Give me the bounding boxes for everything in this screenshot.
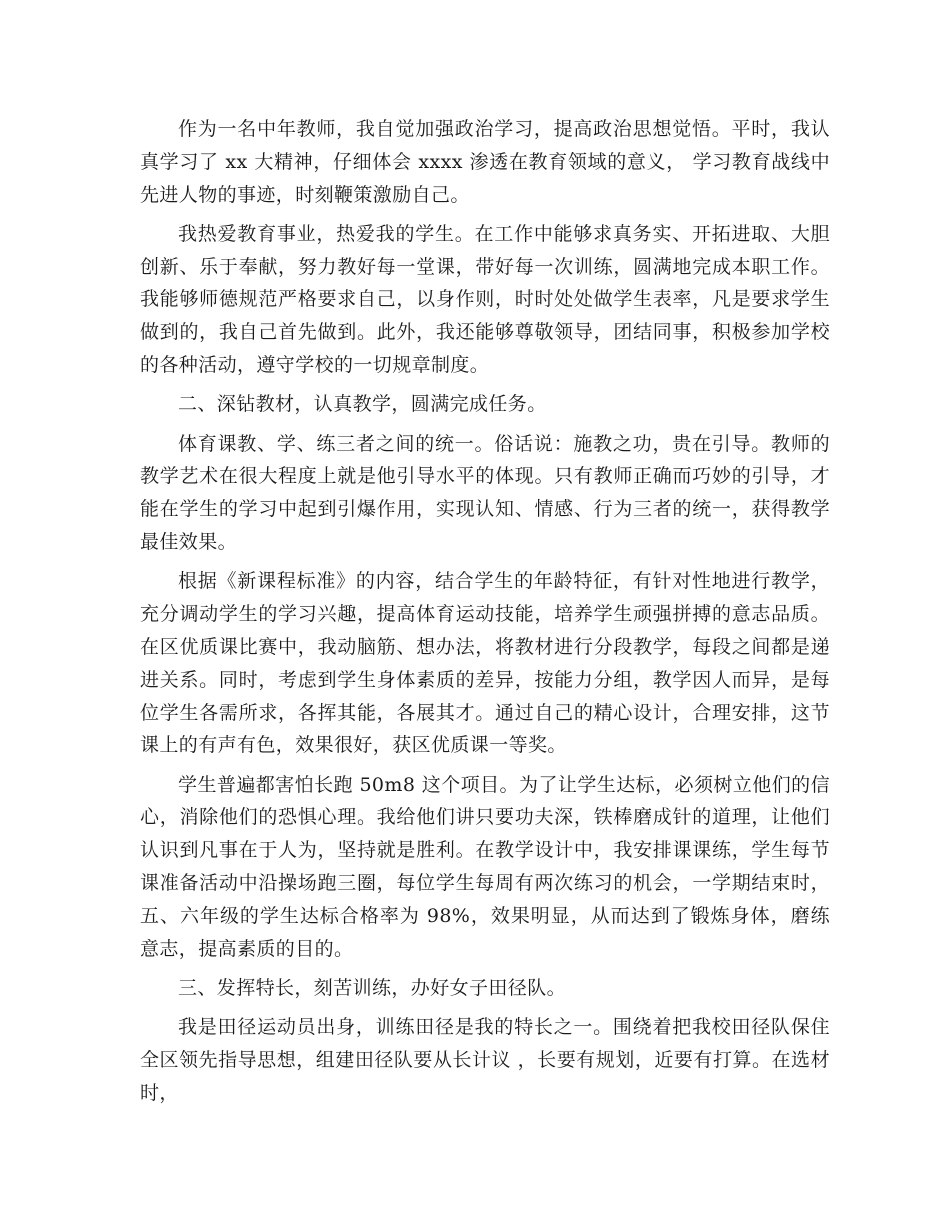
paragraph-teaching-unity: 体育课教、学、练三者之间的统一。俗话说：施教之功，贵在引导。教师的教学艺术在很大程度上就是他引导水平的体现。只有教师正确而巧妙的引导，才能在学生的学习中起到引爆作用，实现认知、情感、行为三者的统一，获得教学最佳效果。 <box>140 432 830 554</box>
paragraph-new-curriculum: 根据《新课程标准》的内容，结合学生的年龄特征，有针对性地进行教学，充分调动学生的学习兴趣，提高体育运动技能，培养学生顽强拼搏的意志品质。在区优质课比赛中，我动脑筋、想办法，将教材进行分段教学，每段之间都是递进关系。同时，考虑到学生身体素质的差异，按能力分组，教学因人而异，是每位学生各需所求，各挥其能，各展其才。通过自己的精心设计，合理安排，这节课上的有声有色，效果很好，获区优质课一等奖。 <box>140 570 830 757</box>
document-body <box>140 113 830 1110</box>
paragraph-political-study: 作为一名中年教师，我自觉加强政治学习，提高政治思想觉悟。平时，我认真学习了 xx 大精神，仔细体会 xxxx 渗透在教育领域的意义， 学习教育战线中先进人物的事迹，时刻鞭策激励自己。 <box>140 118 830 206</box>
paragraph-love-of-education: 我热爱教育事业，热爱我的学生。在工作中能够求真务实、开拓进取、大胆创新、乐于奉献，努力教好每一堂课，带好每一次训练，圆满地完成本职工作。我能够师德规范严格要求自己，以身作则，时时处处做学生表率，凡是要求学生做到的，我自己首先做到。此外，我还能够尊敬领导，团结同事，积极参加学校的各种活动，遵守学校的一切规章制度。 <box>140 222 830 377</box>
paragraph-track-team: 我是田径运动员出身，训练田径是我的特长之一。围绕着把我校田径队保住全区领先指导思想，组建田径队要从长计议 ，长要有规划，近要有打算。在选材时， <box>140 1016 830 1104</box>
section-heading-teaching: 二、深钻教材，认真教学，圆满完成任务。 <box>178 393 547 416</box>
paragraph-long-distance-running: 学生普遍都害怕长跑 50m8 这个项目。为了让学生达标，必须树立他们的信心，消除他们的恐惧心理。我给他们讲只要功夫深，铁棒磨成针的道理，让他们认识到凡事在于人为，坚持就是胜利。在教学设计中，我安排课课练，学生每节课准备活动中沿操场跑三圈，每位学生每周有两次练习的机会，一学期结束时，五、六年级的学生达标合格率为 98%，效果明显，从而达到了锻炼身体，磨练意志，提高素质的目的。 <box>140 773 830 960</box>
section-heading-track-team: 三、发挥特长，刻苦训练，办好女子田径队。 <box>178 976 567 999</box>
